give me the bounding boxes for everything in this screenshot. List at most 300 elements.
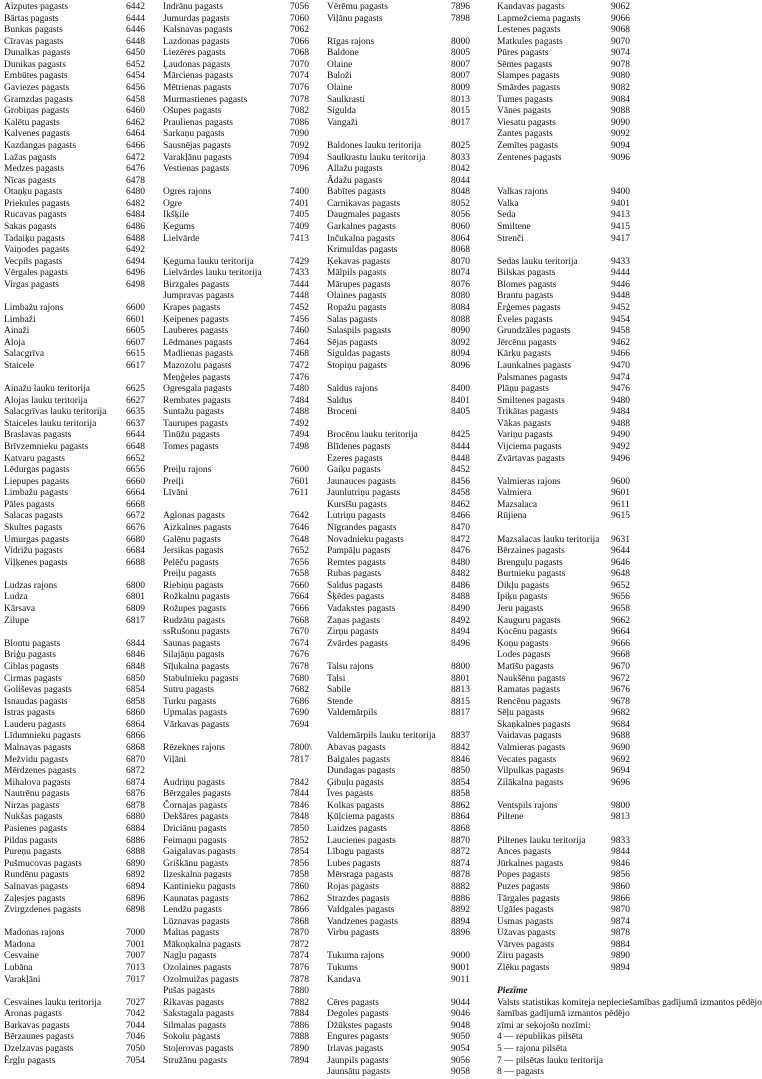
list-item [4, 187, 154, 199]
list-item [327, 2, 475, 14]
list-item [4, 60, 154, 72]
territory-name: Daugmales pagasts [327, 210, 401, 221]
list-item [497, 963, 634, 975]
territory-code: 7601 [290, 476, 309, 487]
list-item [4, 106, 154, 118]
list-item [497, 280, 634, 292]
territory-code: 7409 [290, 221, 309, 232]
territory-code: 8480 [451, 557, 470, 568]
territory-name: Siguldas pagasts [327, 349, 391, 360]
territory-name: Madona [4, 939, 36, 950]
list-item [327, 1021, 475, 1033]
list-item [497, 731, 634, 743]
list-item [163, 222, 318, 234]
territory-name: Varakļāni [4, 974, 41, 985]
list-item [4, 14, 154, 26]
list-item [497, 129, 634, 141]
territory-code: 8096 [451, 360, 470, 371]
territory-code: 9658 [611, 604, 630, 615]
territory-name: Cesvaine [4, 951, 39, 962]
territory-code: 7027 [126, 997, 145, 1008]
territory-code: 7611 [290, 488, 309, 499]
territory-code: 6635 [126, 407, 145, 418]
territory-name: Dunikas pagasts [4, 59, 67, 70]
territory-name: Pasienes pagasts [4, 824, 68, 835]
territory-name: Degoles pagasts [327, 1009, 389, 1020]
territory-name: Salas pagasts [327, 314, 378, 325]
territory-name: Jūrkalnes pagasts [497, 858, 564, 869]
territory-name: Silmalas pagasts [163, 1020, 227, 1031]
territory-code: 9670 [611, 661, 630, 672]
list-item [4, 650, 154, 662]
territory-name: Feimaņu pagasts [163, 835, 227, 846]
territory-code: 8842 [451, 743, 470, 753]
list-item [4, 894, 154, 906]
territory-code: 8070 [451, 256, 470, 267]
list-item [327, 129, 475, 141]
territory-code: 6801 [126, 592, 145, 603]
list-item [4, 986, 154, 998]
territory-name: Piltenes lauku teritorija [497, 835, 586, 846]
territory-name: Vārkavas pagasts [163, 719, 230, 730]
list-item [163, 859, 318, 871]
territory-code: 8452 [451, 465, 470, 476]
territory-name: Ģibuļu pagasts [327, 777, 384, 788]
territory-name: Blontu pagasts [4, 638, 61, 649]
list-item [163, 1009, 318, 1021]
territory-name: Dzelzavas pagasts [4, 1044, 74, 1055]
territory-code: 6648 [126, 441, 145, 452]
territory-name: Galēnu pagasts [163, 534, 221, 545]
territory-code: 9611 [611, 499, 630, 510]
territory-name: Variņu pagasts [497, 430, 553, 441]
territory-name: Stabulnieku pagasts [163, 673, 239, 684]
territory-name: ssRušonu pagasts [163, 627, 230, 638]
list-item [4, 430, 154, 442]
territory-name: Limbažu rajons [4, 303, 64, 314]
territory-code: 7044 [126, 1020, 145, 1031]
territory-code: 7092 [290, 140, 309, 151]
territory-code: 9011 [451, 974, 470, 985]
territory-name: Ļaudonas pagasts [163, 59, 231, 70]
territory-name: Matīšu pagasts [497, 661, 554, 672]
territory-code: 6644 [126, 430, 145, 441]
column-4 [497, 2, 762, 1079]
list-item [497, 766, 634, 778]
list-item [327, 616, 475, 628]
territory-name: Zentenes pagasts [497, 152, 562, 163]
list-item [163, 384, 318, 396]
list-item [497, 882, 634, 894]
territory-name: Zlēku pagasts [497, 962, 550, 973]
territory-name: Lūznavas pagasts [163, 916, 230, 927]
list-item [163, 824, 318, 836]
territory-code: 7862 [290, 893, 309, 904]
list-item [163, 454, 318, 466]
list-item [497, 1009, 634, 1021]
list-item [327, 384, 475, 396]
territory-name: Mazsalacas lauku teritorija [497, 534, 600, 545]
territory-name: Ozolmuižas pagasts [163, 974, 239, 985]
territory-code: 8800 [451, 661, 470, 672]
list-item [497, 187, 634, 199]
territory-code: 7448 [290, 291, 309, 302]
list-item [163, 477, 318, 489]
territory-code: 6452 [126, 59, 145, 70]
territory-name: Burtnieku pagasts [497, 569, 566, 580]
list-item [163, 917, 318, 929]
territory-code: 7846 [290, 800, 309, 811]
list-item [4, 222, 154, 234]
territory-code: 7664 [290, 592, 309, 603]
territory-name: Kalvenes pagasts [4, 129, 70, 140]
territory-code: 7433 [290, 268, 309, 279]
list-item [497, 465, 634, 477]
list-item [327, 650, 475, 662]
territory-code: 7476 [290, 372, 309, 383]
territory-name: Lendžu pagasts [163, 905, 222, 916]
territory-name: Vānes pagasts [497, 106, 552, 117]
territory-code: 7878 [290, 974, 309, 985]
list-item [163, 778, 318, 790]
list-item [163, 500, 318, 512]
territory-code: 9890 [611, 951, 630, 962]
list-item [327, 963, 475, 975]
territory-name: Garkalnes pagasts [327, 221, 396, 232]
list-item [327, 1056, 475, 1068]
territory-code: 7658 [290, 569, 309, 580]
list-item [163, 234, 318, 246]
list-item [497, 454, 634, 466]
territory-name: Saunas pagasts [163, 638, 221, 649]
territory-code: 9856 [611, 870, 630, 881]
territory-name: Rudzātu pagasts [163, 615, 226, 626]
territory-name: Embūtes pagasts [4, 71, 68, 82]
territory-name: Allažu pagasts [327, 164, 383, 175]
list-item [327, 187, 475, 199]
territory-name: Aizkalnes pagasts [163, 523, 232, 534]
territory-code: 7484 [290, 395, 309, 406]
territory-code: 8837 [451, 731, 470, 742]
list-item [4, 95, 154, 107]
territory-code: 6617 [126, 360, 145, 371]
list-item [163, 616, 318, 628]
territory-code: 9884 [611, 939, 630, 950]
list-item [4, 546, 154, 558]
list-item [4, 674, 154, 686]
territory-name: Cirmas pagasts [4, 673, 62, 684]
list-item [163, 998, 318, 1010]
list-item [327, 373, 475, 385]
territory-code: 9470 [611, 360, 630, 371]
list-item [497, 1044, 634, 1056]
territory-code: 8015 [451, 106, 470, 117]
list-item [327, 1067, 475, 1079]
territory-code: 9058 [451, 1067, 470, 1078]
list-item [497, 685, 634, 697]
territory-name: Valkas rajons [497, 187, 548, 198]
territory-name: Umurgas pagasts [4, 534, 69, 545]
territory-code: 8068 [451, 245, 470, 256]
territory-code: 9678 [611, 696, 630, 707]
list-item [497, 477, 634, 489]
territory-code: 8401 [451, 395, 470, 406]
territory-name: Aloja [4, 337, 26, 348]
territory-code: 7884 [290, 1009, 309, 1020]
territory-name: Bārtas pagasts [4, 13, 59, 24]
territory-name: Sīļukalna pagasts [163, 661, 230, 672]
list-item [497, 500, 634, 512]
territory-code: 8854 [451, 777, 470, 788]
territory-name: Riebiņu pagasts [163, 580, 224, 591]
territory-name: Otaņķu pagasts [4, 187, 63, 198]
territory-name: Stende [327, 696, 353, 707]
list-item [163, 326, 318, 338]
territory-name: Balgales pagasts [327, 754, 391, 765]
territory-name: Strazdes pagasts [327, 893, 390, 904]
list-item [4, 836, 154, 848]
territory-name: Lībagu pagasts [327, 847, 385, 858]
list-item [163, 210, 318, 222]
territory-name: Vārves pagasts [497, 939, 555, 950]
territory-name: Brīvzemnieku pagasts [4, 441, 89, 452]
list-item [163, 419, 318, 431]
list-item [327, 442, 475, 454]
list-item [327, 975, 475, 987]
list-item [497, 361, 634, 373]
territory-code: 7600 [290, 465, 309, 476]
territory-code: 6872 [126, 766, 145, 777]
territory-code: 6680 [126, 534, 145, 545]
list-item [497, 430, 634, 442]
territory-name: Aglonas pagasts [163, 511, 226, 522]
territory-code: 9400 [611, 187, 630, 198]
territory-code: 7666 [290, 604, 309, 615]
territory-name: Rožupes pagasts [163, 604, 227, 615]
territory-name: Ogresgala pagasts [163, 384, 232, 395]
territory-code: 8817 [451, 708, 470, 719]
territory-code: 8462 [451, 499, 470, 510]
list-item [497, 604, 634, 616]
list-item [327, 176, 475, 188]
list-item [163, 106, 318, 118]
territory-code: 7050 [126, 1044, 145, 1055]
territory-name: Launkalnes pagasts [497, 360, 572, 371]
list-item [163, 604, 318, 616]
territory-name: Rencēnu pagasts [497, 696, 561, 707]
territory-name: Skultes pagasts [4, 523, 63, 534]
list-item [497, 592, 634, 604]
territory-code: 6464 [126, 129, 145, 140]
territory-name: Krimuldas pagasts [327, 245, 398, 256]
territory-code: 8009 [451, 83, 470, 94]
territory-name: Zemītes pagasts [497, 140, 558, 151]
territory-name: Valdemārpils [327, 708, 378, 719]
territory-name: Mazsalaca [497, 499, 538, 510]
list-item [4, 1044, 154, 1056]
territory-code: 9846 [611, 858, 630, 869]
list-item [327, 315, 475, 327]
territory-code: 7094 [290, 152, 309, 163]
territory-name: Ērģemes pagasts [497, 303, 561, 314]
territory-code: 7013 [126, 962, 145, 973]
territory-code: 8870 [451, 835, 470, 846]
territory-name: Ķoņu pagasts [497, 638, 549, 649]
territory-code: 6858 [126, 696, 145, 707]
territory-name: Olaine [327, 83, 353, 94]
territory-code: 7648 [290, 534, 309, 545]
list-item [4, 569, 154, 581]
territory-code: 8405 [451, 407, 470, 418]
territory-name: Audriņu pagasts [163, 777, 226, 788]
territory-code: 8444 [451, 441, 470, 452]
list-item [497, 268, 634, 280]
territory-code: 9417 [611, 233, 630, 244]
territory-code: 7054 [126, 1055, 145, 1066]
territory-code: 6605 [126, 326, 145, 337]
list-item [163, 465, 318, 477]
list-item [163, 268, 318, 280]
list-item [327, 755, 475, 767]
territory-name: Cīravas pagasts [4, 36, 64, 47]
list-item [327, 859, 475, 871]
territory-name: Saldus rajons [327, 384, 378, 395]
territory-code: 7852 [290, 835, 309, 846]
list-item [497, 106, 634, 118]
territory-code: 9452 [611, 303, 630, 314]
territory-name: Vidrižu pagasts [4, 546, 63, 557]
territory-code: 6652 [126, 453, 145, 464]
territory-code: 6668 [126, 499, 145, 510]
list-item [163, 349, 318, 361]
list-item [163, 511, 318, 523]
list-item [327, 778, 475, 790]
territory-name: Inčukalna pagasts [327, 233, 395, 244]
territory-code: 8400 [451, 384, 470, 395]
territory-name: Vangaži [327, 117, 358, 128]
territory-name: Zantes pagasts [497, 129, 553, 140]
territory-code: 7894 [290, 1055, 309, 1066]
territory-code: 6868 [126, 743, 145, 753]
list-item [4, 315, 154, 327]
territory-name: Valmieras pagasts [497, 743, 566, 753]
territory-name: Piezīme [497, 986, 528, 997]
territory-code: 9444 [611, 268, 630, 279]
territory-name: Lubāna [4, 962, 33, 973]
territory-code: 9433 [611, 256, 630, 267]
territory-name: Lapmežciema pagasts [497, 13, 581, 24]
territory-name: Aronas pagasts [4, 1009, 62, 1020]
list-item [497, 14, 634, 26]
territory-code: 7850 [290, 824, 309, 835]
territory-name: Lubes pagasts [327, 858, 381, 869]
list-item [497, 2, 634, 14]
list-item [497, 997, 762, 1010]
territory-name: Nagļu pagasts [163, 951, 217, 962]
list-item [163, 291, 318, 303]
territory-name: Vecpils pagasts [4, 256, 63, 267]
territory-code: 7842 [290, 777, 309, 788]
list-item [163, 153, 318, 165]
territory-name: Valsts statistikas komiteja nepieciešamības gadījumā izmantos pēdējo [497, 997, 762, 1008]
list-item [163, 535, 318, 547]
list-item [163, 558, 318, 570]
territory-name: Talsu rajons [327, 661, 374, 672]
list-item [327, 917, 475, 929]
territory-code: 8090 [451, 326, 470, 337]
list-item [327, 1044, 475, 1056]
list-item [497, 1021, 634, 1033]
territory-name: Rembates pagasts [163, 395, 231, 406]
territory-code: 9078 [611, 59, 630, 70]
list-item [163, 905, 318, 917]
territory-code: 8456 [451, 476, 470, 487]
territory-code: 7456 [290, 314, 309, 325]
territory-name: Turku pagasts [163, 696, 217, 707]
territory-code: 7007 [126, 951, 145, 962]
list-item [4, 847, 154, 859]
territory-code: 6492 [126, 245, 145, 256]
territory-code: 6890 [126, 858, 145, 869]
list-item [4, 25, 154, 37]
territory-code: 6478 [126, 175, 145, 186]
list-item [4, 511, 154, 523]
list-item [327, 870, 475, 882]
territory-name: Stružānu pagasts [163, 1055, 228, 1066]
territory-name: Vilpulkas pagasts [497, 766, 564, 777]
list-item [163, 48, 318, 60]
list-item [163, 338, 318, 350]
territory-code: 8007 [451, 71, 470, 82]
territory-name: Zaļesjes pagasts [4, 893, 66, 904]
list-item [4, 176, 154, 188]
territory-code: 8044 [451, 175, 470, 186]
territory-name: Vestienas pagasts [163, 164, 230, 175]
territory-code: 7074 [290, 71, 309, 82]
territory-name: Blīdenes pagasts [327, 441, 391, 452]
territory-name: Jērcēnu pagasts [497, 337, 557, 348]
territory-name: Smārdes pagasts [497, 83, 561, 94]
territory-name: Tomes pagasts [163, 441, 219, 452]
territory-name: Sakstagala pagasts [163, 1009, 234, 1020]
list-item [497, 199, 634, 211]
territory-name: Lauderu pagasts [4, 719, 66, 730]
list-item [163, 639, 318, 651]
list-item [327, 928, 475, 940]
list-item [4, 963, 154, 975]
list-item [327, 951, 475, 963]
territory-name: Nukšas pagasts [4, 812, 63, 823]
territory-name: Gaiķu pagasts [327, 465, 381, 476]
territory-name: Smiltene [497, 221, 531, 232]
list-item [327, 581, 475, 593]
list-item [163, 176, 318, 188]
territory-code: 8042 [451, 164, 470, 175]
list-item [327, 326, 475, 338]
territory-code: 6898 [126, 905, 145, 916]
territory-code: 6850 [126, 673, 145, 684]
list-item [497, 25, 634, 37]
list-item [163, 847, 318, 859]
territory-name: Katvaru pagasts [4, 453, 65, 464]
list-item [327, 14, 475, 26]
territory-name: Madonas rajons [4, 928, 65, 939]
territory-name: Lēdmanes pagasts [163, 337, 233, 348]
territory-code: 7844 [290, 789, 309, 800]
territory-name: Popes pagasts [497, 870, 551, 881]
territory-code: 6846 [126, 650, 145, 661]
list-item [4, 697, 154, 709]
